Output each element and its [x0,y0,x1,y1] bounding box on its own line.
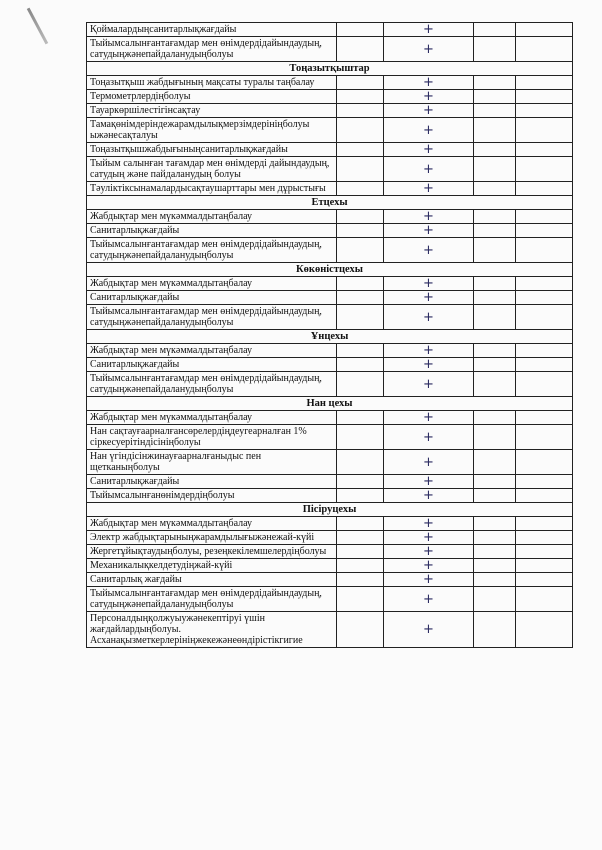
check-mark-cell: + [384,475,474,489]
empty-cell [474,90,516,104]
table-row [87,612,573,648]
empty-cell [516,238,573,263]
empty-cell [337,23,384,37]
empty-cell [474,612,516,648]
empty-cell [337,143,384,157]
section-header-row [87,196,573,210]
empty-cell [474,573,516,587]
requirement-cell: Жергетұйықтаудыңболуы, резеңкекілемшелердіңболуы [87,545,337,559]
empty-cell [516,358,573,372]
empty-cell [516,37,573,62]
requirement-cell: Санитарлықжағдайы [87,475,337,489]
requirement-cell: Тоңазытқышжабдығыныңсанитарлықжағдайы [87,143,337,157]
check-mark-cell: + [384,37,474,62]
empty-cell [474,291,516,305]
empty-cell [474,559,516,573]
empty-cell [516,224,573,238]
table-row [87,559,573,573]
check-mark-cell: + [384,545,474,559]
table-row [87,411,573,425]
empty-cell [516,23,573,37]
empty-cell [337,104,384,118]
empty-cell [516,489,573,503]
table-row [87,277,573,291]
requirement-cell: Тыйымсалынғантағамдар мен өнімдердідайындаудың, сатудыңжәнепайдаланудыңболуы [87,305,337,330]
empty-cell [337,411,384,425]
table-row [87,182,573,196]
check-mark-cell: + [384,291,474,305]
table-row [87,238,573,263]
requirement-cell: Тыйымсалынғанөнімдердіңболуы [87,489,337,503]
table-row [87,118,573,143]
table-row [87,157,573,182]
empty-cell [474,450,516,475]
section-title: Тоңазытқыштар [87,62,573,76]
empty-cell [474,224,516,238]
check-mark-cell: + [384,277,474,291]
section-header-row [87,330,573,344]
empty-cell [474,76,516,90]
empty-cell [337,545,384,559]
empty-cell [474,143,516,157]
table-row [87,450,573,475]
table-row [87,475,573,489]
check-mark-cell: + [384,182,474,196]
empty-cell [474,210,516,224]
empty-cell [516,587,573,612]
empty-cell [337,37,384,62]
empty-cell [516,573,573,587]
empty-cell [516,182,573,196]
empty-cell [516,90,573,104]
requirement-cell: Тыйым салынған тағамдар мен өнімдерді дайындаудың, сатудың және пайдаланудың болуы [87,157,337,182]
table-row [87,37,573,62]
table-row [87,90,573,104]
check-mark-cell: + [384,23,474,37]
table-row [87,587,573,612]
empty-cell [337,76,384,90]
table-row [87,104,573,118]
check-mark-cell: + [384,305,474,330]
empty-cell [516,277,573,291]
table-row [87,517,573,531]
empty-cell [337,277,384,291]
check-mark-cell: + [384,411,474,425]
requirement-cell: Тыйымсалынғантағамдар мен өнімдердідайындаудың, сатудыңжәнепайдаланудыңболуы [87,372,337,397]
check-mark-cell: + [384,517,474,531]
requirement-cell: Санитарлық жағдайы [87,573,337,587]
empty-cell [337,118,384,143]
check-mark-cell: + [384,90,474,104]
empty-cell [337,612,384,648]
empty-cell [516,291,573,305]
table-row [87,210,573,224]
inspection-checklist-table [86,22,573,648]
requirement-cell: Тамақөнімдеріндежарамдылықмерзімдерініңболуы ыжәнесақталуы [87,118,337,143]
table-row [87,489,573,503]
check-mark-cell: + [384,143,474,157]
empty-cell [474,277,516,291]
requirement-cell: Нан сақтауғаарналғансөрелердіңдеугеарналған 1% сіркесуерітіндісініңболуы [87,425,337,450]
empty-cell [516,344,573,358]
empty-cell [516,559,573,573]
table-row [87,573,573,587]
empty-cell [516,531,573,545]
check-mark-cell: + [384,489,474,503]
empty-cell [474,517,516,531]
requirement-cell: Тыйымсалынғантағамдар мен өнімдердідайындаудың, сатудыңжәнепайдаланудыңболуы [87,37,337,62]
table-row [87,23,573,37]
requirement-cell: Жабдықтар мен мүкәммалдытаңбалау [87,344,337,358]
empty-cell [474,37,516,62]
check-mark-cell: + [384,238,474,263]
empty-cell [516,425,573,450]
empty-cell [337,559,384,573]
empty-cell [337,224,384,238]
empty-cell [474,23,516,37]
requirement-cell: Тауаркөршілестігінсақтау [87,104,337,118]
empty-cell [474,489,516,503]
empty-cell [337,587,384,612]
empty-cell [474,425,516,450]
section-header-row [87,503,573,517]
table-row [87,143,573,157]
empty-cell [337,573,384,587]
requirement-cell: Нан үгіндісінжинауғаарналғаныдыс пен щетканыңболуы [87,450,337,475]
empty-cell [474,531,516,545]
table-row [87,305,573,330]
check-mark-cell: + [384,425,474,450]
empty-cell [516,305,573,330]
section-title: Көкөністцехы [87,263,573,277]
requirement-cell: Жабдықтар мен мүкәммалдытаңбалау [87,210,337,224]
empty-cell [474,344,516,358]
section-title: Нан цехы [87,397,573,411]
empty-cell [516,612,573,648]
check-mark-cell: + [384,587,474,612]
empty-cell [516,76,573,90]
empty-cell [516,517,573,531]
requirement-cell: Жабдықтар мен мүкәммалдытаңбалау [87,277,337,291]
empty-cell [474,238,516,263]
empty-cell [337,182,384,196]
section-title: Етцехы [87,196,573,210]
table-row [87,545,573,559]
table-row [87,531,573,545]
empty-cell [474,372,516,397]
check-mark-cell: + [384,358,474,372]
check-mark-cell: + [384,104,474,118]
section-header-row [87,263,573,277]
requirement-cell: Қоймалардыңсанитарлықжағдайы [87,23,337,37]
check-mark-cell: + [384,573,474,587]
empty-cell [337,238,384,263]
check-mark-cell: + [384,531,474,545]
requirement-cell: Тыйымсалынғантағамдар мен өнімдердідайындаудың, сатудыңжәнепайдаланудыңболуы [87,587,337,612]
requirement-cell: Жабдықтар мен мүкәммалдытаңбалау [87,411,337,425]
check-mark-cell: + [384,157,474,182]
empty-cell [516,118,573,143]
section-header-row [87,62,573,76]
empty-cell [474,475,516,489]
requirement-cell: Тоңазытқыш жабдығының мақсаты туралы таңбалау [87,76,337,90]
check-mark-cell: + [384,210,474,224]
empty-cell [516,475,573,489]
empty-cell [474,104,516,118]
empty-cell [337,157,384,182]
empty-cell [516,143,573,157]
check-mark-cell: + [384,450,474,475]
binding-mark [27,8,48,45]
empty-cell [337,372,384,397]
requirement-cell: Тәуліктіксынамалардысақтаушарттары мен дұрыстығы [87,182,337,196]
empty-cell [337,291,384,305]
empty-cell [516,157,573,182]
check-mark-cell: + [384,118,474,143]
empty-cell [474,118,516,143]
empty-cell [337,344,384,358]
requirement-cell: Электр жабдықтарыныңжарамдылығыжәнежай-күйі [87,531,337,545]
empty-cell [337,425,384,450]
requirement-cell: Санитарлықжағдайы [87,224,337,238]
empty-cell [516,545,573,559]
check-mark-cell: + [384,372,474,397]
check-mark-cell: + [384,76,474,90]
requirement-cell: Санитарлықжағдайы [87,291,337,305]
table-row [87,372,573,397]
table-row [87,425,573,450]
requirement-cell: Жабдықтар мен мүкәммалдытаңбалау [87,517,337,531]
empty-cell [516,450,573,475]
empty-cell [337,210,384,224]
empty-cell [337,531,384,545]
check-mark-cell: + [384,612,474,648]
table-row [87,224,573,238]
empty-cell [516,104,573,118]
empty-cell [516,210,573,224]
empty-cell [474,305,516,330]
requirement-cell: Персоналдыңқолжуыужәнекептіруі үшін жағдайлардыңболуы. Асханақызметкерлерініңжекежәнеөндірістікгигие [87,612,337,648]
section-header-row [87,397,573,411]
empty-cell [474,587,516,612]
requirement-cell: Санитарлықжағдайы [87,358,337,372]
section-title: Ұнцехы [87,330,573,344]
table-row [87,344,573,358]
empty-cell [474,182,516,196]
section-title: Пісіруцехы [87,503,573,517]
empty-cell [337,517,384,531]
empty-cell [516,411,573,425]
empty-cell [337,305,384,330]
empty-cell [516,372,573,397]
empty-cell [337,450,384,475]
requirement-cell: Термометрлердіңболуы [87,90,337,104]
empty-cell [337,475,384,489]
check-mark-cell: + [384,224,474,238]
check-mark-cell: + [384,344,474,358]
table-row [87,291,573,305]
empty-cell [474,358,516,372]
table-row [87,76,573,90]
empty-cell [337,489,384,503]
empty-cell [474,157,516,182]
empty-cell [337,358,384,372]
table-row [87,358,573,372]
empty-cell [474,545,516,559]
check-mark-cell: + [384,559,474,573]
requirement-cell: Механикалықкелдетудіңжай-күйі [87,559,337,573]
empty-cell [474,411,516,425]
empty-cell [337,90,384,104]
requirement-cell: Тыйымсалынғантағамдар мен өнімдердідайындаудың, сатудыңжәнепайдаланудыңболуы [87,238,337,263]
